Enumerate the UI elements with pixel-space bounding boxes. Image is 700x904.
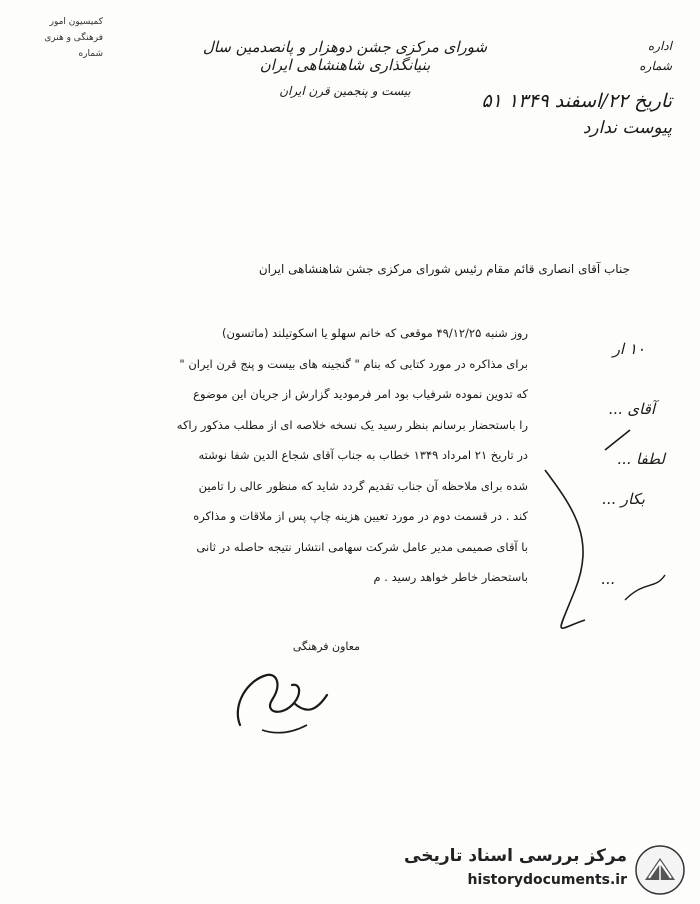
body-line: شده برای ملاحظه آن جناب تقدیم گردد شاید که منظور عالی را تامین — [198, 478, 528, 493]
signature-title: معاون فرهنگی — [292, 640, 360, 653]
body-line: کند . در قسمت دوم در مورد تعیین هزینه چاپ پس از ملاقات و مذاکره — [193, 509, 528, 523]
addressee-line: جناب آقای انصاری قائم مقام رئیس شورای مرکزی جشن شاهنشاهی ایران — [258, 262, 630, 276]
margin-note: ... — [600, 570, 615, 588]
body-line: که تدوین نموده شرفیاب بود امر فرمودید گزارش از جریان این موضوع — [193, 387, 528, 401]
margin-note: آقای ... — [608, 400, 655, 418]
margin-note: بکار ... — [601, 490, 645, 508]
watermark — [404, 842, 695, 898]
handwritten-signature — [222, 655, 342, 749]
book-logo-icon — [633, 844, 687, 900]
watermark-title: مرکز بررسی اسناد تاریخی — [404, 846, 627, 866]
margin-note: ۱۰ ار — [612, 340, 645, 358]
body-line: را باستحضار برسانم بنظر رسید یک نسخه خلاصه ای از مطلب مذکور راکه — [176, 417, 528, 432]
office-field-label: اداره — [647, 39, 672, 53]
enclosure-field: پیوست ندارد — [582, 118, 672, 138]
body-line: باستحضار خاطر خواهد رسید . م — [373, 570, 528, 584]
margin-note-strokes — [535, 340, 675, 640]
body-line: روز شنبه ۴۹/۱۲/۲۵ موقعی که خانم سهلو یا اسکوتیلند (ماتسون) — [222, 326, 528, 340]
left-stamp-line: فرهنگی و هنری — [44, 33, 103, 43]
letterhead-org — [190, 38, 500, 98]
letterhead-org-line1: شورای مرکزی جشن دوهزار و پانصدمین سال بنیانگذاری شاهنشاهی ایران — [202, 38, 488, 74]
letterhead-org-line2: بیست و پنجمین قرن ایران — [279, 84, 411, 98]
letterhead-fields — [462, 36, 672, 138]
margin-note: لطفا ... — [616, 450, 665, 468]
body-line: برای مذاکره در مورد کتابی که بنام " گنجینه های بیست و پنج قرن ایران " — [179, 356, 528, 371]
left-stamp-line: کمیسیون امور — [49, 17, 103, 27]
watermark-url: historydocuments.ir — [467, 872, 627, 888]
margin-notes — [535, 340, 675, 640]
letter-body — [100, 318, 528, 593]
left-stamp-line: شماره — [78, 49, 103, 59]
body-line: با آقای صمیمی مدیر عامل شرکت سهامی انتشار نتیجه حاصله در ثانی — [196, 539, 528, 554]
left-stamp-block — [8, 14, 103, 62]
number-field-label: شماره — [639, 59, 672, 73]
date-field: تاریخ ۲۲/اسفند ۱۳۴۹ ۵۱ — [481, 90, 672, 112]
body-line: در تاریخ ۲۱ امرداد ۱۳۴۹ خطاب به جناب آقای شجاع الدین شفا نوشته — [198, 448, 528, 462]
